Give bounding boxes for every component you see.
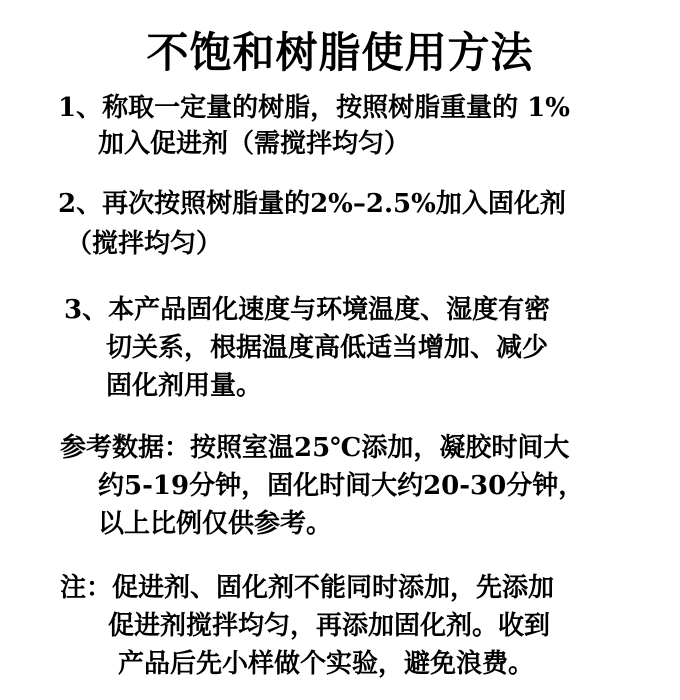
step-1-line-1: 1、称取一定量的树脂，按照树脂重量的 1% xyxy=(58,93,570,123)
step-1-line-2: 加入促进剂（需搅拌均匀） xyxy=(98,129,411,159)
note-line-3: 产品后先小样做个实验，避免浪费。 xyxy=(118,649,535,679)
reference-line-2: 约5-19分钟，固化时间大约20-30分钟， xyxy=(98,471,585,501)
reference-line-1: 参考数据：按照室温25℃添加，凝胶时间大 xyxy=(60,433,570,463)
note-line-2: 促进剂搅拌均匀，再添加固化剂。收到 xyxy=(108,611,551,641)
page-title: 不饱和树脂使用方法 xyxy=(146,28,534,77)
step-2-line-2: （搅拌均匀） xyxy=(66,229,223,259)
step-2-line-1: 2、再次按照树脂量的2%–2.5%加入固化剂 xyxy=(58,189,566,219)
note-line-1: 注：促进剂、固化剂不能同时添加，先添加 xyxy=(60,573,555,603)
reference-line-3: 以上比例仅供参考。 xyxy=(98,509,333,539)
step-3-line-1: 3、本产品固化速度与环境温度、湿度有密 xyxy=(64,295,551,325)
step-3-line-3: 固化剂用量。 xyxy=(106,371,263,401)
step-3-line-2: 切关系，根据温度高低适当增加、减少 xyxy=(106,333,549,363)
